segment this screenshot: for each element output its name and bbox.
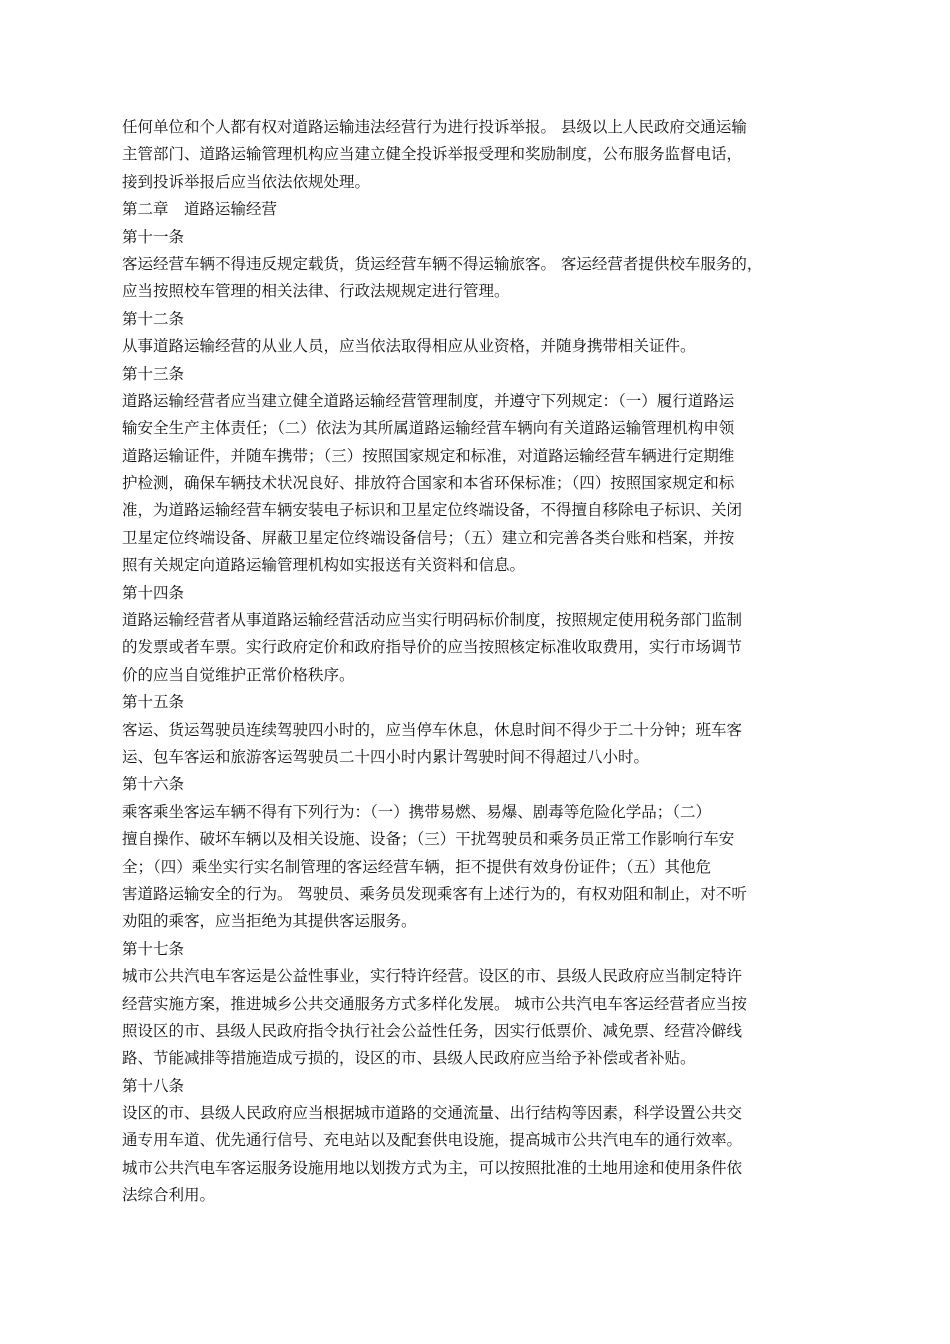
body-text-line: 准，为道路运输经营车辆安装电子标识和卫星定位终端设备，不得擅自移除电子标识、关闭 [122,501,743,520]
body-text-line: 劝阻的乘客，应当拒绝为其提供客运服务。 [122,912,417,931]
body-text-line: 的发票或者车票。实行政府定价和政府指导价的应当按照核定标准收取费用，实行市场调节 [122,638,743,657]
body-text-line: 通专用车道、优先通行信号、充电站以及配套供电设施，提高城市公共汽电车的通行效率。 [122,1131,743,1150]
body-text-line: 道路运输经营者应当建立健全道路运输经营管理制度，并遵守下列规定：（一）履行道路运 [122,391,735,410]
body-text-line: 主管部门、道路运输管理机构应当建立健全投诉举报受理和奖励制度，公布服务监督电话， [122,145,743,164]
body-text-line: 道路运输经营者从事道路运输经营活动应当实行明码标价制度，按照规定使用税务部门监制 [122,611,743,630]
body-text-line: 护检测，确保车辆技术状况良好、排放符合国家和本省环保标准；（四）按照国家规定和标 [122,474,735,493]
article-heading: 第十四条 [122,583,185,602]
body-text-line: 从事道路运输经营的从业人员，应当依法取得相应从业资格，并随身携带相关证件。 [122,337,696,356]
body-text-line: 法综合利用。 [122,1186,216,1205]
article-heading: 第十三条 [122,364,185,383]
article-heading: 第十六条 [122,775,185,794]
body-text-line: 接到投诉举报后应当依法依规处理。 [122,172,371,191]
body-text-line: 照有关规定向道路运输管理机构如实报送有关资料和信息。 [122,556,526,575]
body-text-line: 价的应当自觉维护正常价格秩序。 [122,665,355,684]
body-text-line: 路、节能减排等措施造成亏损的，设区的市、县级人民政府应当给予补偿或者补贴。 [122,1049,696,1068]
article-heading: 第十八条 [122,1076,185,1095]
body-text-line: 全；（四）乘坐实行实名制管理的客运经营车辆，拒不提供有效身份证件；（五）其他危 [122,857,712,876]
document-page [122,114,837,1210]
body-text-line: 害道路运输安全的行为。 驾驶员、乘务员发现乘客有上述行为的，有权劝阻和制止，对不听 [122,884,747,903]
body-text-line: 设区的市、县级人民政府应当根据城市道路的交通流量、出行结构等因素，科学设置公共交 [122,1104,743,1123]
body-text-line: 经营实施方案，推进城乡公共交通服务方式多样化发展。 城市公共汽电车客运经营者应当按 [122,994,747,1013]
body-text-line: 客运、货运驾驶员连续驾驶四小时的，应当停车休息，休息时间不得少于二十分钟；班车客 [122,720,743,739]
body-text-line: 应当按照校车管理的相关法律、行政法规规定进行管理。 [122,282,510,301]
article-heading: 第十一条 [122,227,185,246]
body-text-line: 道路运输证件，并随车携带；（三）按照国家规定和标准，对道路运输经营车辆进行定期维 [122,446,735,465]
body-text-line: 擅自操作、破坏车辆以及相关设施、设备；（三）干扰驾驶员和乘务员正常工作影响行车安 [122,830,735,849]
body-text-line: 城市公共汽电车客运服务设施用地以划拨方式为主，可以按照批准的土地用途和使用条件依 [122,1158,743,1177]
body-text-line: 卫星定位终端设备、屏蔽卫星定位终端设备信号；（五）建立和完善各类台账和档案，并按 [122,528,735,547]
body-text-line: 任何单位和个人都有权对道路运输违法经营行为进行投诉举报。 县级以上人民政府交通运输 [122,118,747,136]
body-text-line: 客运经营车辆不得违反规定载货，货运经营车辆不得运输旅客。 客运经营者提供校车服务的， [122,254,763,273]
body-text-line: 城市公共汽电车客运是公益性事业，实行特许经营。设区的市、县级人民政府应当制定特许 [122,967,743,986]
article-heading: 第十七条 [122,939,185,958]
article-heading: 第二章 道路运输经营 [122,200,278,219]
article-heading: 第十五条 [122,693,185,712]
body-text-line: 输安全生产主体责任；（二）依法为其所属道路运输经营车辆向有关道路运输管理机构申领 [122,419,735,438]
body-text-line: 照设区的市、县级人民政府指令执行社会公益性任务，因实行低票价、减免票、经营冷僻线 [122,1021,743,1040]
body-text-line: 运、包车客运和旅游客运驾驶员二十四小时内累计驾驶时间不得超过八小时。 [122,747,650,766]
article-heading: 第十二条 [122,309,185,328]
body-text-line: 乘客乘坐客运车辆不得有下列行为：（一）携带易燃、易爆、剧毒等危险化学品；（二） [122,802,712,821]
